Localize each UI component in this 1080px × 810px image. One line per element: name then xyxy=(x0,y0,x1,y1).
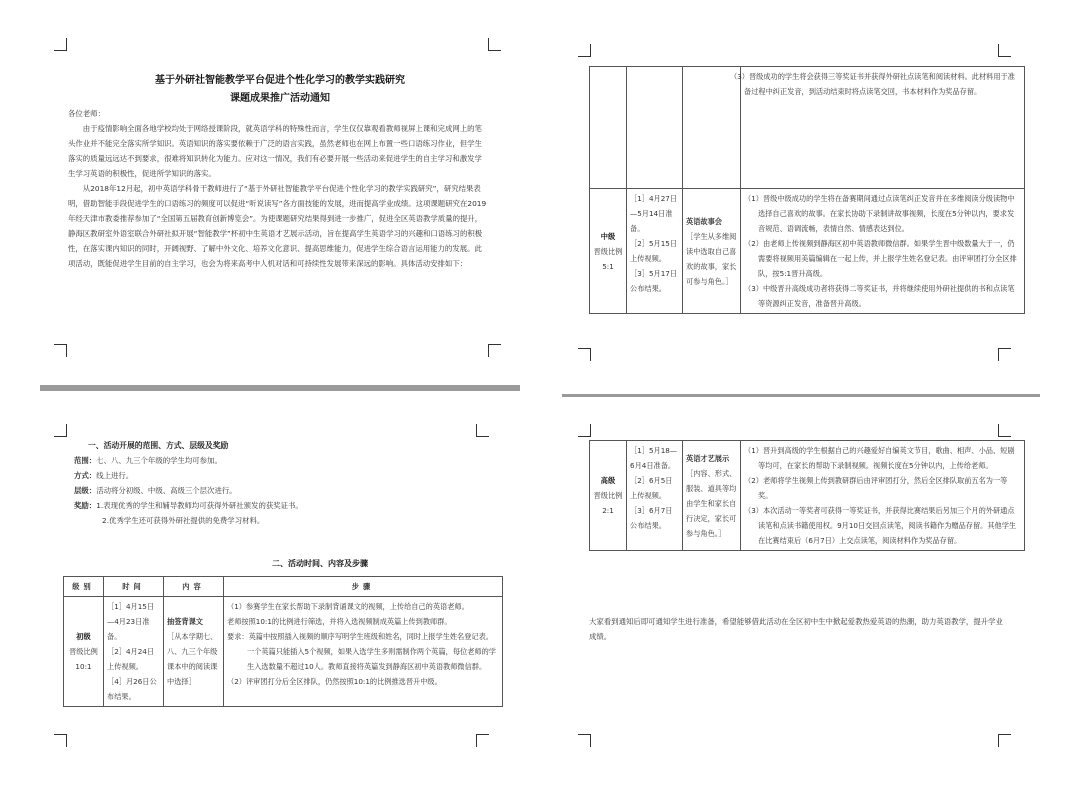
content-title: 英语才艺展示 xyxy=(686,453,730,463)
column-header: 时间 xyxy=(104,577,164,597)
content-cell xyxy=(683,189,741,314)
crop-mark xyxy=(488,38,501,51)
crop-mark xyxy=(54,734,67,747)
content-desc: ［从本学期七、八、九三个年级课本中的阅读课中选择］ xyxy=(167,632,218,686)
section-1 xyxy=(74,438,494,528)
time-entry: ［2］6月5日上传视频。 xyxy=(630,476,673,500)
step-cell xyxy=(741,441,1025,551)
column-header: 级别 xyxy=(64,577,104,597)
paragraph-1: 由于疫情影响全面各地学校均处于网络授课阶段，就英语学科的特殊性而言，学生仅仅靠观看教师视屏上课和完成网上的笔头作业并不能完全落实所学知识。英语知识的落实要依赖于广泛的语言实践，虽然老师也在网上布置一些口语练习作业，但学生落实的质量远远达不到要求，很难将知识转化为能力。应对这一情况，我们有必要开展一些活动来促进学生的自主学习和激发学生学习英语的积极性，促进所学知识的落实。 xyxy=(68,124,482,178)
step-cell: （3）晋级成功的学生将会获得三等奖证书并获得外研社点读笔和阅读材料。此材料用于准备过程中纠正发音，到活动结束时将点读笔交回，书本材料作为奖品存留。 xyxy=(741,67,1025,189)
section-2-heading: 二、活动时间、内容及步骤 xyxy=(272,559,368,568)
time-entry: ［1］4月27日—5月14日准备。 xyxy=(630,194,678,233)
step-item: （2）由老师上传视频到静海区初中英语教师微信群。如果学生晋中级数量大于一，仍需要将视频用美篇编辑在一起上传，并上报学生姓名登记表。由评审团打分全区排队，按5:1晋升高级。 xyxy=(744,239,1017,278)
step-item: （2）评审团打分后全区排队，仍然按照10:1的比例推选晋升中级。 xyxy=(227,677,442,686)
mode-value: 线上进行。 xyxy=(96,471,134,480)
time-cell xyxy=(627,441,683,551)
mode-label: 方式： xyxy=(74,471,97,480)
notice-title-line2: 课题成果推广活动通知 xyxy=(230,93,330,104)
ratio-label: 晋级比例 xyxy=(593,246,623,256)
step-item: 老师按照10:1的比例进行筛选，并将入选视频制成英篇上传到教师群。 xyxy=(227,617,452,626)
step-item: （1）参赛学生在家长帮助下录制背诵课文的视频，上传给自己的英语老师。 xyxy=(227,602,469,611)
content-title: 抽签背课文 xyxy=(167,617,203,626)
ratio-label: 晋级比例 xyxy=(69,647,98,656)
award-2: 2.优秀学生还可获得外研社提供的免费学习材料。 xyxy=(102,516,265,525)
crop-mark xyxy=(578,348,591,361)
level-name: 中级 xyxy=(600,231,616,241)
crop-mark xyxy=(998,424,1011,437)
table-row xyxy=(590,189,1025,314)
column-header: 步骤 xyxy=(224,577,503,597)
document-page-4 xyxy=(562,398,1040,768)
step-item: （3）中级晋升高级成功者将获得二等奖证书，并将继续使用外研社提供的书和点读笔等资源纠正发音，准备晋升高级。 xyxy=(744,284,1015,308)
scope-value: 七、八、九三个年级的学生均可参加。 xyxy=(96,456,222,465)
schedule-table-senior xyxy=(589,440,1025,551)
ratio-value: 2:1 xyxy=(602,506,614,515)
crop-mark xyxy=(998,734,1011,747)
level-name: 初级 xyxy=(76,632,91,641)
document-page-3 xyxy=(40,398,520,768)
notice-title-line1: 基于外研社智能教学平台促进个性化学习的教学实践研究 xyxy=(155,75,405,86)
level-cell xyxy=(590,189,627,314)
greeting: 各位老师： xyxy=(68,109,105,118)
document-page-1 xyxy=(40,38,520,382)
table-row xyxy=(590,67,1025,189)
content-desc: ［学生从多维阅读中选取自己喜欢的故事，家长可参与角色。］ xyxy=(686,231,737,286)
time-entry: ［2］5月15日上传视频。 xyxy=(630,239,678,263)
step-item: （1）晋级中级成功的学生将在备赛期间通过点读笔纠正发音并在多维阅读分级读物中选择自己喜欢的故事。在家长协助下录制讲故事视频，长度在5分钟以内，要求发音规范、语调流畅，表情自然、情感表达到位。 xyxy=(744,194,1015,233)
notice-body xyxy=(68,106,488,271)
level-name: 高级 xyxy=(600,476,616,485)
content-desc: ［内容、形式、服装、道具等均由学生和家长自行决定，家长可参与角色。］ xyxy=(686,468,737,538)
content-cell xyxy=(683,441,741,551)
time-entry: ［3］6月7日公布结果。 xyxy=(630,506,673,530)
schedule-table-continued xyxy=(589,66,1025,314)
crop-mark xyxy=(476,424,489,437)
table-header-row xyxy=(64,577,503,597)
crop-mark xyxy=(476,734,489,747)
scope-label: 范围： xyxy=(74,456,97,465)
step-item: （1）晋升到高级的学生根据自己的兴趣爱好自编英文节目，歌曲、相声、小品、短剧等均可，在家长的帮助下录制视频。视频长度在5分钟以内，上传给老师。 xyxy=(744,446,1015,470)
crop-mark xyxy=(488,344,501,357)
level-value: 活动将分初级、中级、高级三个层次进行。 xyxy=(96,486,237,495)
time-entry: ［2］4月24日上传视频。 xyxy=(107,647,155,671)
column-header: 内容 xyxy=(164,577,224,597)
crop-mark xyxy=(578,44,591,57)
time-entry: ［4］月26日公布结果。 xyxy=(107,677,157,701)
crop-mark xyxy=(54,424,67,437)
step-cell xyxy=(741,189,1025,314)
time-cell xyxy=(627,189,683,314)
crop-mark xyxy=(578,734,591,747)
step-item: （2）老师将学生视频上传到教研群后由评审团打分，然后全区排队取前五名为一等奖。 xyxy=(744,476,1008,500)
crop-mark xyxy=(578,424,591,437)
ratio-value: 10:1 xyxy=(75,662,92,671)
step-item: （3）本次活动一等奖者可获得一等奖证书，并获得比赛结果后另加三个月的外研通点读笔和点读书籍使用权。9月10日交回点读笔，阅读书籍作为赠品存留。其他学生在比赛结束后（6月7日）上交点读笔，阅读材料作为奖品存留。 xyxy=(744,506,1017,545)
crop-mark xyxy=(998,348,1011,361)
step-item: 要求：英篇中按照插入视频的顺序写明学生班级和姓名，同时上报学生姓名登记表。一个英篇只能插入5个视频，如果入选学生多则需制作两个英篇，每位老师的学生入选数量不超过10人。教师直接将英篇发到静海区初中英语教师微信群。 xyxy=(227,632,496,671)
closing-paragraph: 大家看到通知后即可通知学生进行准备，希望能够借此活动在全区初中生中掀起爱教热爱英语的热潮，助力英语教学，提升学业成绩。 xyxy=(589,617,1003,641)
ratio-value: 5:1 xyxy=(602,261,614,271)
page-separator xyxy=(40,385,520,391)
document-page-2 xyxy=(562,38,1040,394)
crop-mark xyxy=(54,38,67,51)
ratio-label: 晋级比例 xyxy=(593,491,623,500)
crop-mark xyxy=(54,344,67,357)
time-entry: ［3］5月17日公布结果。 xyxy=(630,269,678,293)
award-label: 奖励： xyxy=(74,501,97,510)
schedule-table xyxy=(63,576,503,707)
content-cell xyxy=(164,597,224,707)
level-cell xyxy=(590,441,627,551)
section-1-heading: 一、活动开展的范围、方式、层级及奖励 xyxy=(88,441,229,450)
level-label: 层级： xyxy=(74,486,97,495)
table-row xyxy=(64,597,503,707)
crop-mark xyxy=(998,44,1011,57)
paragraph-2: 从2018年12月起，初中英语学科骨干教师进行了“基于外研社智能教学平台促进个性化学习的教学实践研究”，研究结果表明，借助智能手段促进学生的口语练习的频度可以促进“听说读写”各方面技能的发展，进而提高学业成绩。这项课题研究在2019年经天津市教委推荐参加了“全国第五届教育创新博览会”。为使课题研究结果得到进一步推广，促进全区英语教学质量的提升，静海区教研室外语室联合外研社拟开展“智能教学”杯初中生英语才艺展示活动，旨在提高学生英语学习的兴趣和口语练习的积极性，在落实课内知识的同时，开阔视野、了解中外文化、培养文化意识、提高思维能力，促进学生综合语言运用能力的发展。此项活动，既能促进学生目前的自主学习，也会为将来高考中人机对话和可持续性发展带来深远的影响。具体活动安排如下： xyxy=(68,184,487,268)
time-cell xyxy=(104,597,164,707)
step-cell xyxy=(224,597,503,707)
time-entry: ［1］4月15日—4月23日准备。 xyxy=(107,602,155,641)
level-cell xyxy=(64,597,104,707)
content-title: 英语故事会 xyxy=(686,216,722,226)
time-entry: ［1］5月18—6月4日准备。 xyxy=(630,446,678,470)
award-1: 1.表现优秀的学生和辅导教师均可获得外研社颁发的获奖证书。 xyxy=(96,501,303,510)
table-row xyxy=(590,441,1025,551)
